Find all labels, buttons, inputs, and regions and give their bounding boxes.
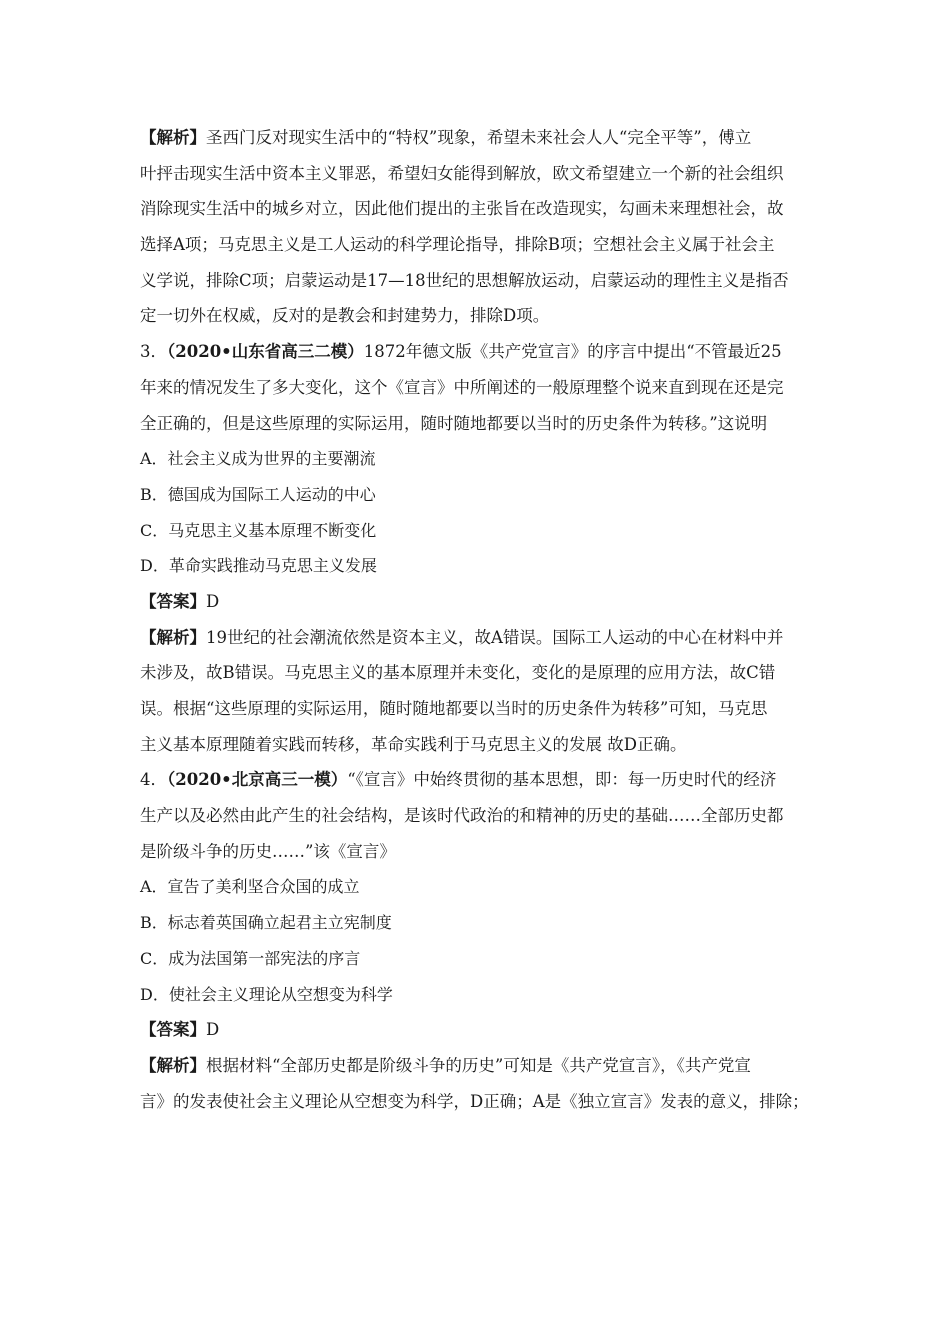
q2-analysis-line-6: 定一切外在权威，反对的是教会和封建势力，排除D项。 (140, 306, 550, 326)
q4-option-d: D．使社会主义理论从空想变为科学 (140, 984, 393, 1004)
q2-analysis-line-5: 义学说，排除C项；启蒙运动是17—18世纪的思想解放运动，启蒙运动的理性主义是指否 (140, 270, 789, 290)
q3-stem-line-2: 年来的情况发生了多大变化，这个《宣言》中所阐述的一般原理整个说来直到现在还是完 (140, 377, 784, 397)
q3-analysis-line-2: 未涉及，故B错误。马克思主义的基本原理并未变化，变化的是原理的应用方法，故C错 (140, 663, 776, 683)
document-body (140, 120, 820, 1119)
q3-option-d: D．革命实践推动马克思主义发展 (140, 556, 377, 576)
analysis-tag: 【解析】 (140, 128, 206, 147)
q3-stem-line-3: 全正确的，但是这些原理的实际运用，随时随地都要以当时的历史条件为转移。”这说明 (140, 413, 768, 433)
q4-answer (140, 1012, 820, 1048)
q3-option-a: A．社会主义成为世界的主要潮流 (140, 449, 376, 469)
question-number: 3． (140, 342, 167, 362)
q3-option-c: C．马克思主义基本原理不断变化 (140, 520, 377, 540)
analysis-tag: 【解析】 (140, 1055, 206, 1075)
q3-answer (140, 584, 820, 620)
q3-analysis-line-4: 主义基本原理随着实践而转移，革命实践利于马克思主义的发展 故D正确。 (140, 734, 687, 754)
q3-analysis-line-3: 误。根据“这些原理的实际运用，随时随地都要以当时的历史条件为转移”可知，马克思 (140, 699, 768, 718)
question-number: 4． (140, 770, 167, 790)
q3-stem-line-1: 3．（2020•山东省高三二模）1872年德文版《共产党宣言》的序言中提出“不管最近25 (140, 342, 782, 362)
q2-analysis-line-1: 【解析】圣西门反对现实生活中的“特权”现象，希望未来社会人人“完全平等”，傅立 (140, 128, 752, 147)
q4-stem-line-3: 是阶级斗争的历史……”该《宣言》 (140, 841, 396, 861)
q4-analysis-line-1: 【解析】根据材料“全部历史都是阶级斗争的历史”可知是《共产党宣言》，《共产党宣 (140, 1055, 751, 1075)
question-source: （2020•山东省高三二模） (167, 342, 364, 362)
analysis-tag: 【解析】 (140, 627, 206, 647)
answer-value: D (206, 591, 220, 611)
answer-tag: 【答案】 (140, 1020, 206, 1040)
q2-analysis-line-2: 叶抨击现实生活中资本主义罪恶，希望妇女能得到解放，欧文希望建立一个新的社会组织 (140, 163, 784, 183)
q4-analysis-line-2: 言》的发表使社会主义理论从空想变为科学，D正确；A是《独立宣言》发表的意义，排除； (140, 1091, 809, 1111)
q3-option-b: B．德国成为国际工人运动的中心 (140, 484, 376, 504)
q2-analysis-line-4: 选择A项；马克思主义是工人运动的科学理论指导，排除B项；空想社会主义属于社会主 (140, 235, 775, 255)
question-source: （2020•北京高三一模） (167, 770, 348, 790)
q4-stem-line-2: 生产以及必然由此产生的社会结构，是该时代政治的和精神的历史的基础……全部历史都 (140, 806, 784, 826)
q4-option-c: C．成为法国第一部宪法的序言 (140, 948, 361, 968)
q2-analysis-line-3: 消除现实生活中的城乡对立，因此他们提出的主张旨在改造现实，勾画未来理想社会，故 (140, 199, 784, 219)
answer-value: D (206, 1020, 220, 1040)
q4-stem-line-1: 4．（2020•北京高三一模）“《宣言》中始终贯彻的基本思想，即：每一历史时代的经济 (140, 770, 777, 790)
answer-tag: 【答案】 (140, 591, 206, 611)
q4-option-a: A．宣告了美利坚合众国的成立 (140, 877, 360, 897)
q4-option-b: B．标志着英国确立起君主立宪制度 (140, 913, 392, 933)
q3-analysis-line-1: 【解析】19世纪的社会潮流依然是资本主义，故A错误。国际工人运动的中心在材料中并 (140, 627, 784, 647)
